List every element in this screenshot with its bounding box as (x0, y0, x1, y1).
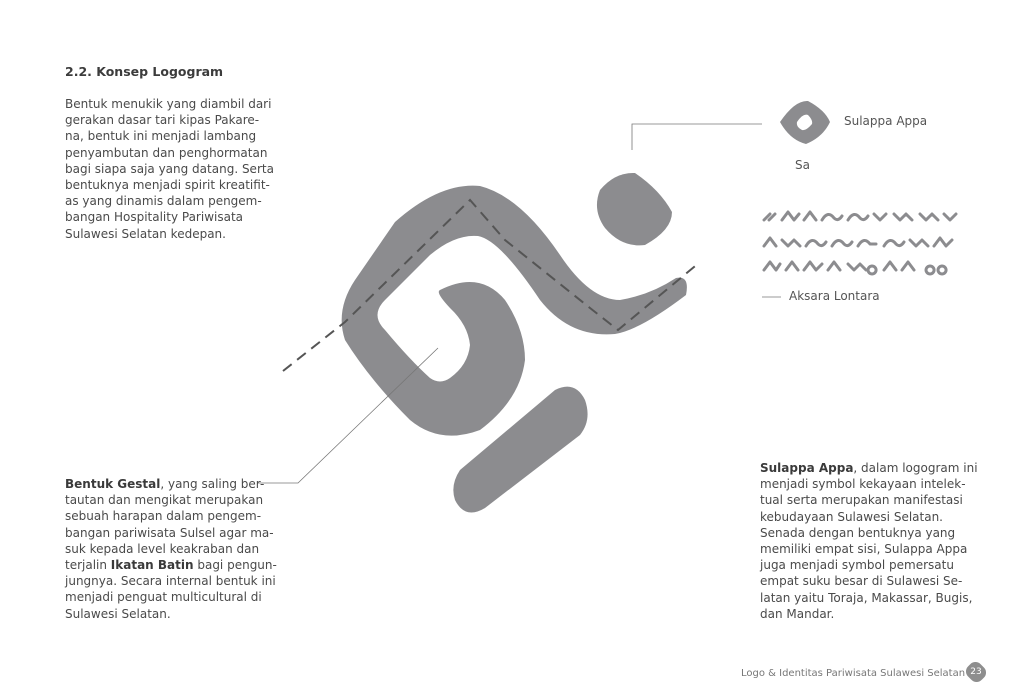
intro-paragraph: Bentuk menukik yang diambil dari gerakan dasar tari kipas Pakare- na, bentuk ini menjadi lambang penyambutan dan penghormatan bagi siapa saja yang datang. Serta bentuknya menjadi spirit kreatifit- as yang dinamis dalam pengem- bangan Hospitality Pariwisata Sulawesi Selatan kedepan. (65, 97, 274, 241)
gestal-text-2: bagi pengun- jungnya. Secara internal bentuk ini menjadi penguat multicultural di Sulawesi Selatan. (65, 558, 277, 621)
footer-text: Logo & Identitas Pariwisata Sulawesi Selatan (741, 668, 966, 679)
sulappa-shape (597, 173, 672, 245)
sulappa-bold-term: Sulappa Appa (760, 461, 854, 475)
page-number (964, 661, 988, 683)
sa-label: Sa (795, 158, 810, 172)
sulappa-icon (780, 101, 830, 144)
aksara-lontara-label: Aksara Lontara (789, 289, 880, 303)
ikatan-batin-bold-term: Ikatan Batin (110, 558, 194, 573)
callout-line-sa (632, 124, 762, 150)
sulappa-appa-label: Sulappa Appa (844, 114, 928, 128)
aksara-lontara-glyphs (764, 212, 956, 274)
page-number-text: 23 (970, 667, 982, 677)
section-title: 2.2. Konsep Logogram (65, 64, 224, 79)
sulappa-text: , dalam logogram ini menjadi symbol kekayaan intelek- tual serta merupakan manifestasi kebudayaan Sulawesi Selatan. Senada dengan bentuknya yang memiliki empat sisi, Sulappa Appa juga menjadi symbol pemersatu empat suku besar di Sulawesi Se- latan yaitu Toraja, Makassar, Bugis, dan Mandar. (760, 461, 978, 621)
gestal-bold-term: Bentuk Gestal (65, 477, 161, 491)
gestal-text-1: , yang saling ber- tautan dan mengikat merupakan sebuah harapan dalam pengem- bangan pariwisata Sulsel agar ma- suk kepada level keakraban dan terjalin (65, 477, 274, 573)
